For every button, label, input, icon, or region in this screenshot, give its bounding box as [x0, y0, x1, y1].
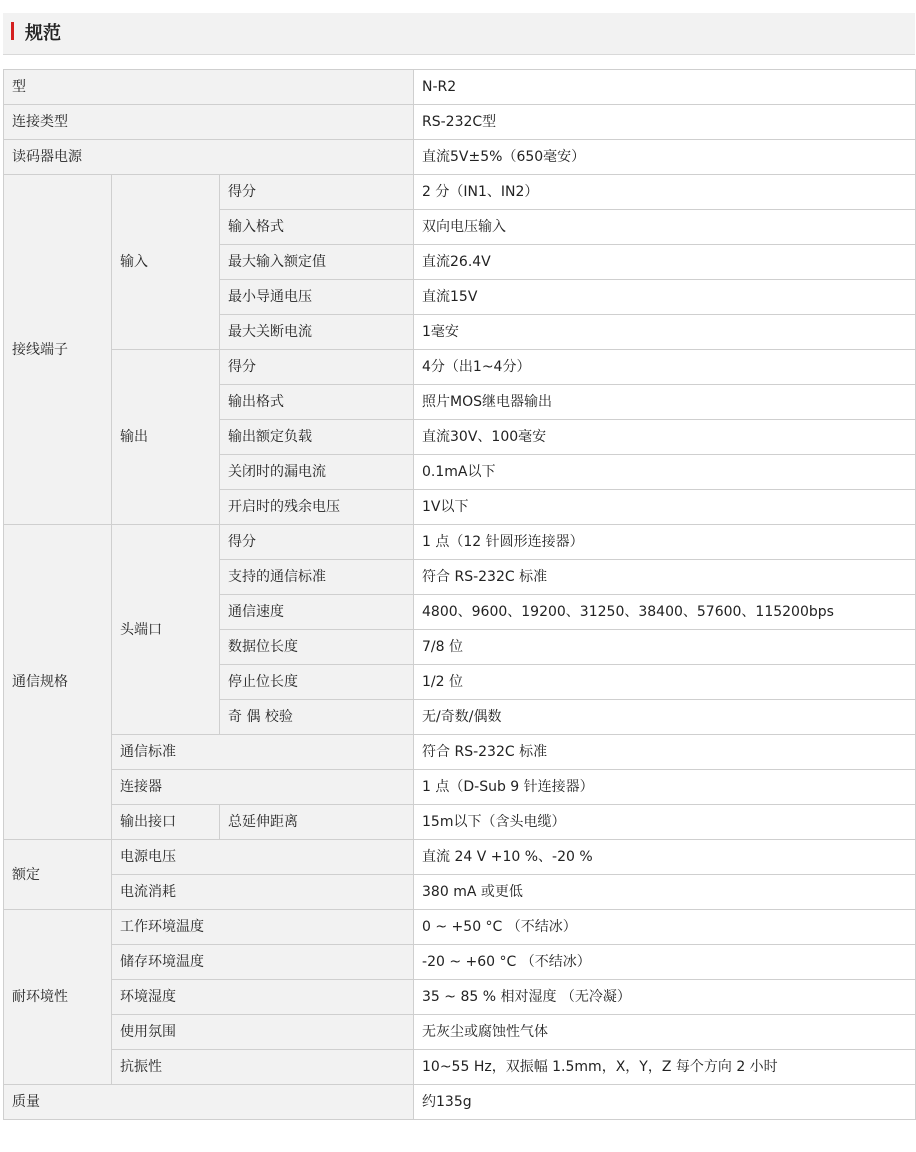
table-row: [4, 1085, 916, 1120]
row-value: 1V以下: [414, 490, 916, 525]
row-label: 数据位长度: [220, 630, 414, 665]
row-label: 型: [4, 70, 414, 105]
table-row: [4, 840, 916, 875]
row-value: 1 点（12 针圆形连接器）: [414, 525, 916, 560]
table-row: [4, 70, 916, 105]
row-value: 1毫安: [414, 315, 916, 350]
row-value: 符合 RS-232C 标准: [414, 560, 916, 595]
spec-table: [3, 69, 916, 1120]
row-label: 输出格式: [220, 385, 414, 420]
table-row: [4, 1015, 916, 1050]
table-row: [4, 980, 916, 1015]
table-row: [4, 175, 916, 210]
row-value: 2 分（IN1、IN2）: [414, 175, 916, 210]
row-value: 直流30V、100毫安: [414, 420, 916, 455]
row-value: 15m以下（含头电缆）: [414, 805, 916, 840]
row-value: 约135g: [414, 1085, 916, 1120]
table-row: [4, 105, 916, 140]
row-label: 质量: [4, 1085, 414, 1120]
row-value: 0 ~ +50 °C （不结冰）: [414, 910, 916, 945]
row-label: 奇 偶 校验: [220, 700, 414, 735]
row-value: N-R2: [414, 70, 916, 105]
section-header: [3, 13, 915, 55]
table-row: [4, 875, 916, 910]
row-value: 无/奇数/偶数: [414, 700, 916, 735]
subgroup-label: 输出: [112, 350, 220, 525]
table-row: [4, 770, 916, 805]
table-row: [4, 350, 916, 385]
table-row: [4, 805, 916, 840]
row-value: RS-232C型: [414, 105, 916, 140]
row-label: 使用氛围: [112, 1015, 414, 1050]
row-value: -20 ~ +60 °C （不结冰）: [414, 945, 916, 980]
row-value: 1/2 位: [414, 665, 916, 700]
table-row: [4, 945, 916, 980]
subgroup-label: 输出接口: [112, 805, 220, 840]
row-value: 4分（出1~4分）: [414, 350, 916, 385]
row-label: 通信标准: [112, 735, 414, 770]
row-label: 工作环境温度: [112, 910, 414, 945]
row-value: 0.1mA以下: [414, 455, 916, 490]
row-label: 关闭时的漏电流: [220, 455, 414, 490]
row-label: 得分: [220, 175, 414, 210]
table-row: [4, 1050, 916, 1085]
row-value: 1 点（D-Sub 9 针连接器）: [414, 770, 916, 805]
row-label: 最大关断电流: [220, 315, 414, 350]
row-value: 直流 24 V +10 %、-20 %: [414, 840, 916, 875]
group-label: 接线端子: [4, 175, 112, 525]
row-label: 得分: [220, 350, 414, 385]
row-value: 10~55 Hz，双振幅 1.5mm，X，Y，Z 每个方向 2 小时: [414, 1050, 916, 1085]
row-value: 直流26.4V: [414, 245, 916, 280]
row-value: 7/8 位: [414, 630, 916, 665]
row-value: 照片MOS继电器输出: [414, 385, 916, 420]
row-label: 输出额定负载: [220, 420, 414, 455]
row-label: 连接器: [112, 770, 414, 805]
row-label: 电流消耗: [112, 875, 414, 910]
row-label: 输入格式: [220, 210, 414, 245]
row-label: 读码器电源: [4, 140, 414, 175]
row-label: 停止位长度: [220, 665, 414, 700]
row-label: 环境湿度: [112, 980, 414, 1015]
row-value: 无灰尘或腐蚀性气体: [414, 1015, 916, 1050]
row-label: 最大输入额定值: [220, 245, 414, 280]
subgroup-label: 头端口: [112, 525, 220, 735]
row-label: 总延伸距离: [220, 805, 414, 840]
group-label: 通信规格: [4, 525, 112, 840]
row-value: 380 mA 或更低: [414, 875, 916, 910]
subgroup-label: 输入: [112, 175, 220, 350]
row-label: 开启时的残余电压: [220, 490, 414, 525]
row-label: 最小导通电压: [220, 280, 414, 315]
row-value: 直流5V±5%（650毫安）: [414, 140, 916, 175]
row-label: 得分: [220, 525, 414, 560]
table-row: [4, 910, 916, 945]
row-label: 通信速度: [220, 595, 414, 630]
row-label: 支持的通信标准: [220, 560, 414, 595]
section-title: 规范: [25, 23, 61, 44]
row-label: 电源电压: [112, 840, 414, 875]
row-value: 直流15V: [414, 280, 916, 315]
table-row: [4, 735, 916, 770]
row-label: 储存环境温度: [112, 945, 414, 980]
group-label: 额定: [4, 840, 112, 910]
row-label: 抗振性: [112, 1050, 414, 1085]
accent-bar: [11, 22, 14, 40]
row-value: 4800、9600、19200、31250、38400、57600、115200bps: [414, 595, 916, 630]
table-row: [4, 140, 916, 175]
row-label: 连接类型: [4, 105, 414, 140]
row-value: 35 ~ 85 % 相对湿度 （无冷凝）: [414, 980, 916, 1015]
group-label: 耐环境性: [4, 910, 112, 1085]
row-value: 符合 RS-232C 标准: [414, 735, 916, 770]
table-row: [4, 525, 916, 560]
row-value: 双向电压输入: [414, 210, 916, 245]
